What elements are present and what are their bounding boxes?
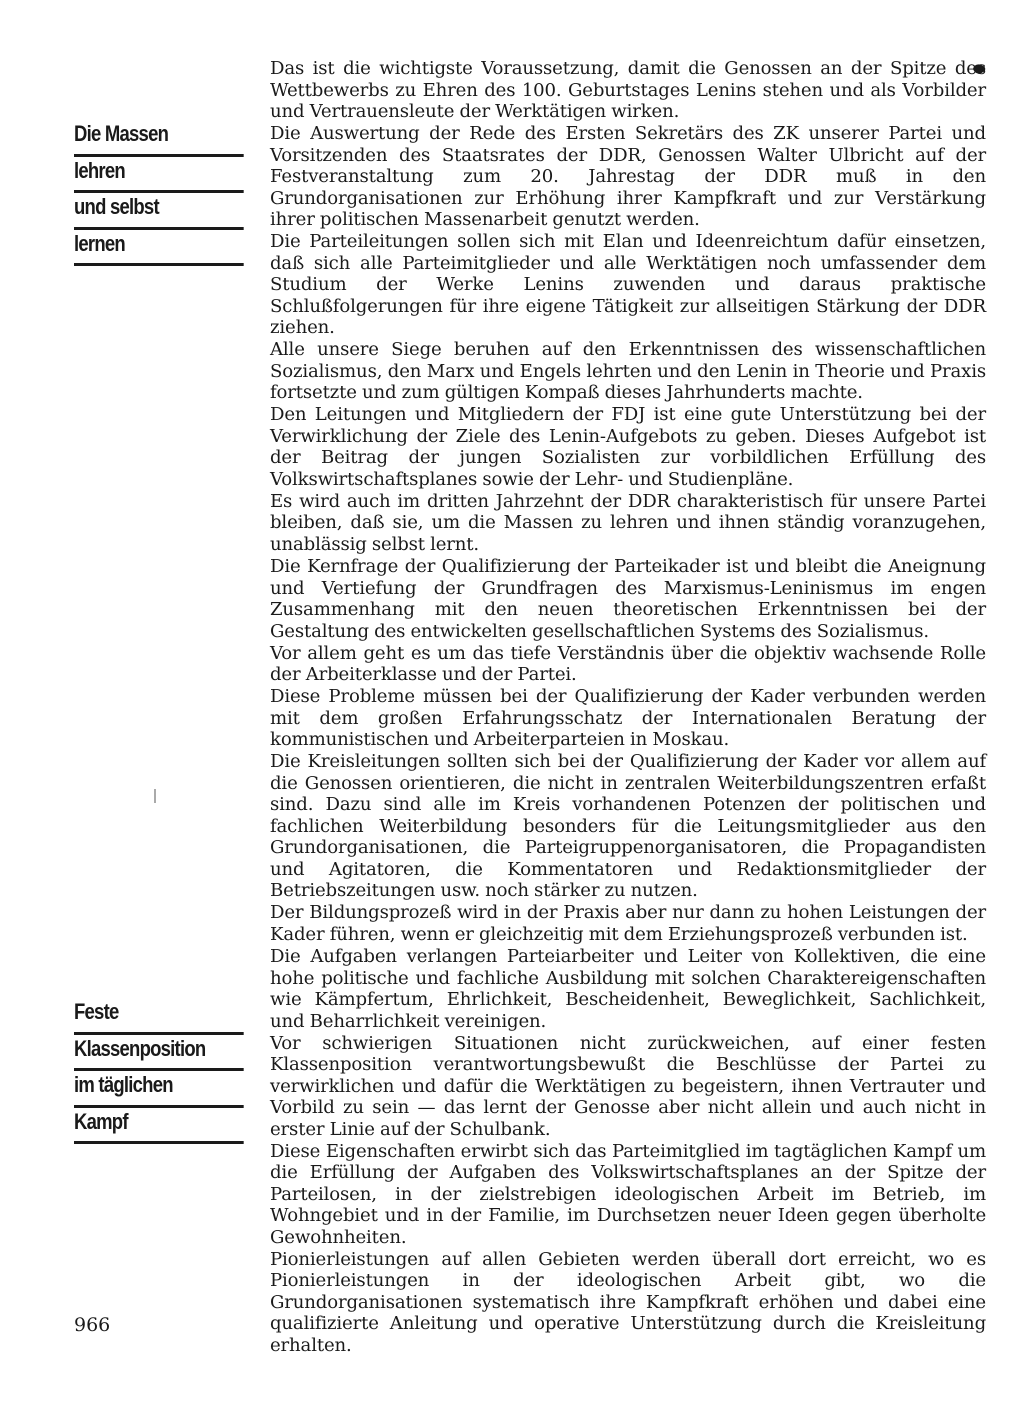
- margin-heading-2: [74, 998, 217, 1144]
- margin-heading-line: lehren: [74, 157, 244, 194]
- body-text-column: [270, 58, 986, 1357]
- paragraph: Die Parteileitungen sollen sich mit Elan und Ideenreichtum dafür einsetzen, daß sich alle Parteimitglieder und alle Werktätigen noch umfassender dem Studium der Werke Lenins zuwenden und daraus praktische Schlußfolgerungen für ihre eigene Tätigkeit zur allseitigen Stärkung der DDR ziehen.: [270, 231, 986, 339]
- paragraph: Das ist die wichtigste Voraussetzung, damit die Genossen an der Spitze des Wettbewerbs zu Ehren des 100. Geburtstages Lenins stehen und als Vorbilder und Vertrauensleute der Werktätigen wirken.: [270, 58, 986, 122]
- margin-heading-line: Kampf: [74, 1108, 244, 1145]
- paragraph: Vor schwierigen Situationen nicht zurückweichen, auf einer festen Klassenposition verantwortungsbewußt die Beschlüsse der Partei zu verwirklichen und dafür die Werktätigen zu begeistern, ihnen Vertrauter und Vorbild zu sein — das lernt der Genosse aber nicht allein und auch nicht in erster Linie auf der Schulbank.: [270, 1032, 986, 1140]
- margin-heading-line: lernen: [74, 230, 244, 267]
- paragraph: Die Aufgaben verlangen Parteiarbeiter und Leiter von Kollektiven, die eine hohe politische und fachliche Ausbildung mit solchen Charaktereigenschaften wie Kämpfertum, Ehrlichkeit, Bescheidenheit, Beweglichkeit, Sachlichkeit, und Beharrlichkeit vereinigen.: [270, 946, 986, 1032]
- margin-heading-line: Feste: [74, 998, 244, 1035]
- paragraph: Vor allem geht es um das tiefe Verständnis über die objektiv wachsende Rolle der Arbeiterklasse und der Partei.: [270, 642, 986, 686]
- paragraph: Die Kernfrage der Qualifizierung der Parteikader ist und bleibt die Aneignung und Vertiefung der Grundfragen des Marxismus-Leninismus im engen Zusammenhang mit den neuen theoretischen Erkenntnissen bei der Gestaltung des entwickelten gesellschaftlichen Systems des Sozialismus.: [270, 556, 986, 642]
- margin-heading-line: und selbst: [74, 193, 244, 230]
- paragraph: Die Auswertung der Rede des Ersten Sekretärs des ZK unserer Partei und Vorsitzenden des Staatsrates der DDR, Genossen Walter Ulbricht auf der Festveranstaltung zum 20. Jahrestag der DDR muß in den Grundorganisationen zur Erhöhung ihrer Kampfkraft und zur Verstärkung ihrer politischen Massenarbeit genutzt werden.: [270, 123, 986, 231]
- stray-mark-icon: [153, 788, 157, 804]
- margin-heading-line: im täglichen: [74, 1071, 244, 1108]
- paragraph: Alle unsere Siege beruhen auf den Erkenntnissen des wissenschaftlichen Sozialismus, den Marx und Engels lehrten und den Lenin in Theorie und Praxis fortsetzte und zum gültigen Kompaß dieses Jahrhunderts machte.: [270, 339, 986, 404]
- paragraph: Diese Eigenschaften erwirbt sich das Parteimitglied im tagtäglichen Kampf um die Erfüllung der Aufgaben des Volkswirtschaftsplanes an der Spitze der Parteilosen, in der zielstrebigen ideologischen Arbeit im Betrieb, im Wohngebiet und in der Familie, im Durchsetzen neuer Ideen gegen überholte Gewohnheiten.: [270, 1140, 986, 1248]
- page-number: 966: [74, 1314, 111, 1336]
- paragraph: Pionierleistungen auf allen Gebieten werden überall dort erreicht, wo es Pionierleistungen in der ideologischen Arbeit gibt, wo die Grundorganisationen systematisch ihre Kampfkraft erhöhen und dabei eine qualifizierte Anleitung und operative Unterstützung durch die Kreisleitung erhalten.: [270, 1248, 986, 1356]
- paragraph: Diese Probleme müssen bei der Qualifizierung der Kader verbunden werden mit dem großen Erfahrungsschatz der Internationalen Beratung der kommunistischen und Arbeiterparteien in Moskau.: [270, 686, 986, 751]
- margin-heading-line: Klassenposition: [74, 1035, 244, 1072]
- margin-heading-line: Die Massen: [74, 120, 244, 157]
- paragraph: Den Leitungen und Mitgliedern der FDJ ist eine gute Unterstützung bei der Verwirklichung der Ziele des Lenin-Aufgebots zu geben. Dieses Aufgebot ist der Beitrag der jungen Sozialisten zur vorbildlichen Erfüllung des Volkswirtschaftsplanes sowie der Lehr- und Studienpläne.: [270, 404, 986, 490]
- paragraph: Es wird auch im dritten Jahrzehnt der DDR charakteristisch für unsere Partei bleiben, daß sie, um die Massen zu lehren und ihnen ständig voranzugehen, unablässig selbst lernt.: [270, 490, 986, 555]
- paragraph: Der Bildungsprozeß wird in der Praxis aber nur dann zu hohen Leistungen der Kader führen, wenn er gleichzeitig mit dem Erziehungsprozeß verbunden ist.: [270, 902, 986, 945]
- paragraph: Die Kreisleitungen sollten sich bei der Qualifizierung der Kader vor allem auf die Genossen orientieren, die nicht in zentralen Weiterbildungszentren erfaßt sind. Dazu sind alle im Kreis vorhandenen Potenzen der politischen und fachlichen Weiterbildung besonders für die Leitungsmitglieder aus den Grundorganisationen, die Parteigruppenorganisatoren, die Propagandisten und Agitatoren, die Kommentatoren und Redaktionsmitglieder der Betriebszeitungen usw. noch stärker zu nutzen.: [270, 751, 986, 902]
- margin-heading-1: [74, 120, 217, 266]
